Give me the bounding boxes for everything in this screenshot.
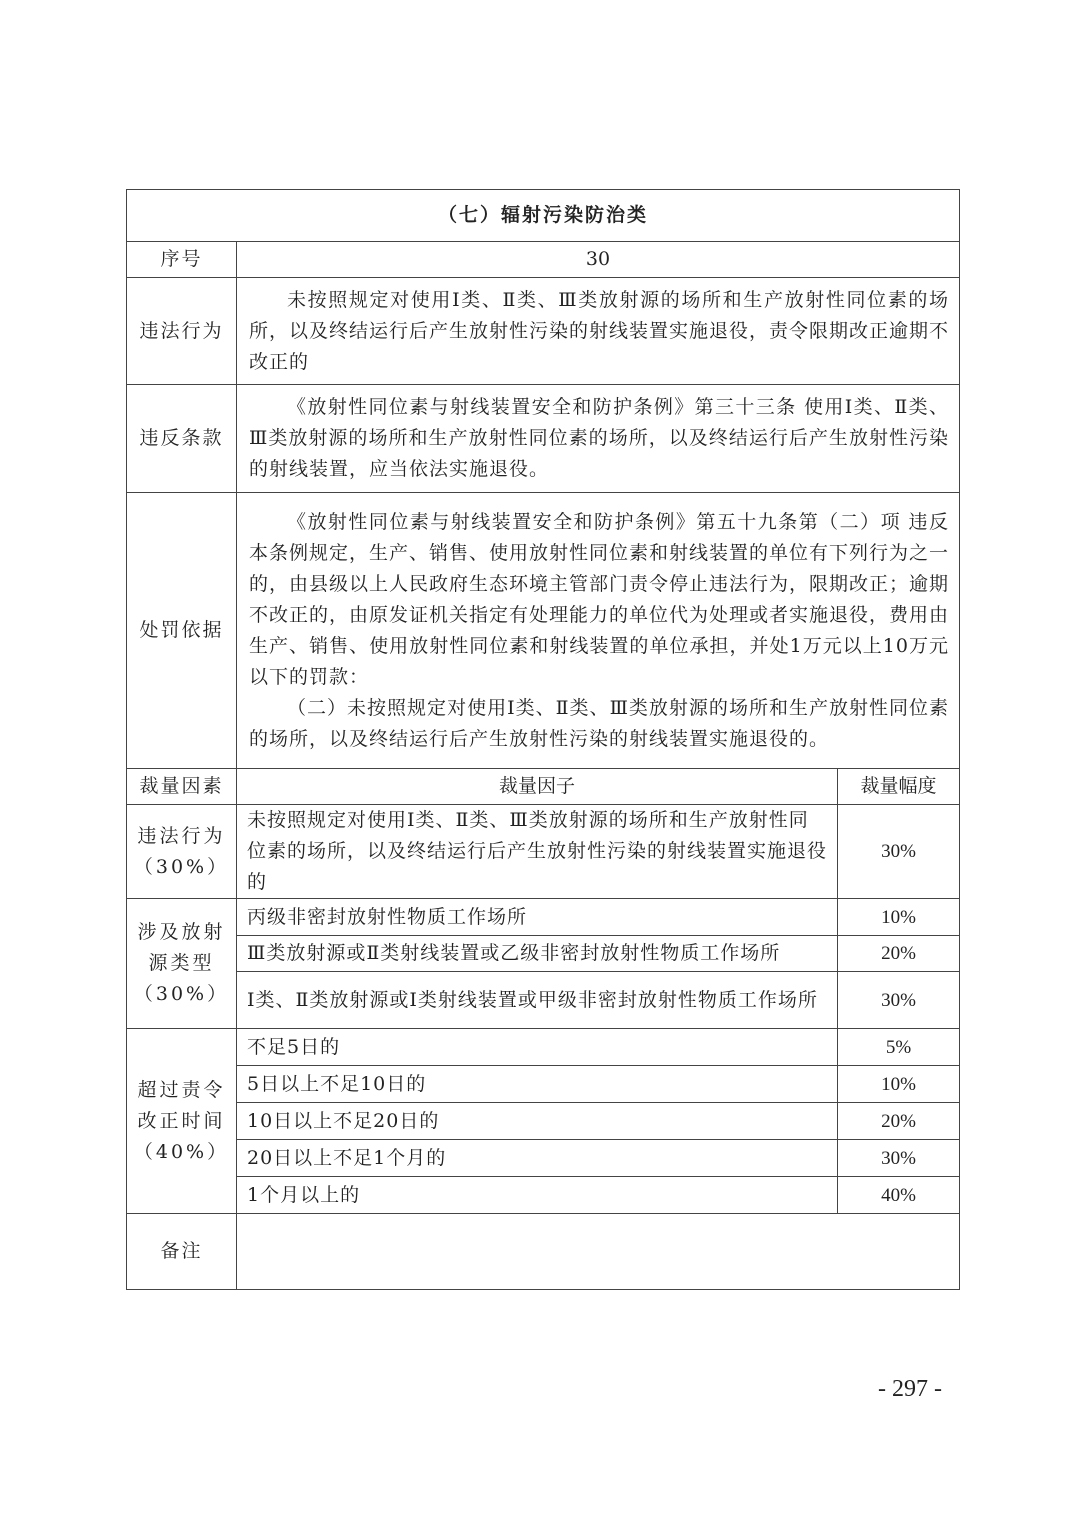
factor-cell: 10日以上不足20日的 <box>237 1103 838 1140</box>
group-label-line: （30%） <box>133 855 230 878</box>
group-label-line: 改正时间 <box>137 1109 226 1132</box>
violated-clause-text <box>237 385 960 493</box>
factor-cell: Ⅲ类放射源或Ⅱ类射线装置或乙级非密封放射性物质工作场所 <box>237 936 838 972</box>
header-sub-factor: 裁量因子 <box>237 769 838 805</box>
header-factor: 裁量因素 <box>127 769 237 805</box>
group-label-line: 涉及放射 <box>137 921 226 943</box>
factor-cell: 1个月以上的 <box>237 1177 838 1214</box>
remarks-label: 备注 <box>127 1214 237 1290</box>
group-label-line: （30%） <box>133 983 230 1005</box>
penalty-basis-paragraph-2: （二）未按照规定对使用Ⅰ类、Ⅱ类、Ⅲ类放射源的场所和生产放射性同位素的场所，以及终结运行后产生放射性污染的射线装置实施退役的。 <box>249 696 950 750</box>
range-cell: 30% <box>838 805 960 899</box>
range-cell: 30% <box>838 972 960 1029</box>
violated-clause-label: 违反条款 <box>127 385 237 493</box>
header-range: 裁量幅度 <box>838 769 960 805</box>
range-cell: 20% <box>838 936 960 972</box>
page-number: - 297 - <box>878 1376 942 1402</box>
range-cell: 30% <box>838 1140 960 1177</box>
violation-label: 违法行为 <box>127 278 237 385</box>
range-cell: 10% <box>838 899 960 936</box>
group-label-line: 超过责令 <box>137 1078 226 1101</box>
factor-cell: 未按照规定对使用Ⅰ类、Ⅱ类、Ⅲ类放射源的场所和生产放射性同位素的场所，以及终结运行后产生放射性污染的射线装置实施退役的 <box>237 805 838 899</box>
factor-cell: 20日以上不足1个月的 <box>237 1140 838 1177</box>
section-title: （七）辐射污染防治类 <box>127 190 960 242</box>
factor-cell: Ⅰ类、Ⅱ类放射源或Ⅰ类射线装置或甲级非密封放射性物质工作场所 <box>237 972 838 1029</box>
factor-cell: 5日以上不足10日的 <box>237 1066 838 1103</box>
penalty-basis-paragraph-1: 《放射性同位素与射线装置安全和防护条例》第五十九条第（二）项 违反本条例规定，生产、销售、使用放射性同位素和射线装置的单位有下列行为之一的，由县级以上人民政府生态环境主管部门责令停止违法行为，限期改正；逾期不改正的，由原发证机关指定有处理能力的单位代为处理或者实施退役，费用由生产、销售、使用放射性同位素和射线装置的单位承担，并处1万元以上10万元以下的罚款： <box>249 510 950 688</box>
group-label-violation <box>127 805 237 899</box>
violation-text <box>237 278 960 385</box>
penalty-basis-label: 处罚依据 <box>127 493 237 769</box>
factor-cell: 不足5日的 <box>237 1029 838 1066</box>
range-cell: 20% <box>838 1103 960 1140</box>
group-label-source-type <box>127 899 237 1029</box>
factor-cell: 丙级非密封放射性物质工作场所 <box>237 899 838 936</box>
group-label-line: 违法行为 <box>137 824 226 847</box>
range-cell: 40% <box>838 1177 960 1214</box>
serial-label: 序号 <box>127 242 237 278</box>
range-cell: 10% <box>838 1066 960 1103</box>
serial-value: 30 <box>237 242 960 278</box>
group-label-overdue-time <box>127 1029 237 1214</box>
remarks-text <box>237 1214 960 1290</box>
group-label-line: （40%） <box>133 1140 230 1163</box>
violated-clause-paragraph: 《放射性同位素与射线装置安全和防护条例》第三十三条 使用Ⅰ类、Ⅱ类、Ⅲ类放射源的场所和生产放射性同位素的场所，以及终结运行后产生放射性污染的射线装置，应当依法实施退役。 <box>249 396 950 480</box>
range-cell: 5% <box>838 1029 960 1066</box>
discretion-table <box>126 189 960 1290</box>
group-label-line: 源类型 <box>148 952 215 974</box>
penalty-basis-text <box>237 493 960 769</box>
violation-paragraph: 未按照规定对使用Ⅰ类、Ⅱ类、Ⅲ类放射源的场所和生产放射性同位素的场所，以及终结运行后产生放射性污染的射线装置实施退役，责令限期改正逾期不改正的 <box>249 288 950 373</box>
